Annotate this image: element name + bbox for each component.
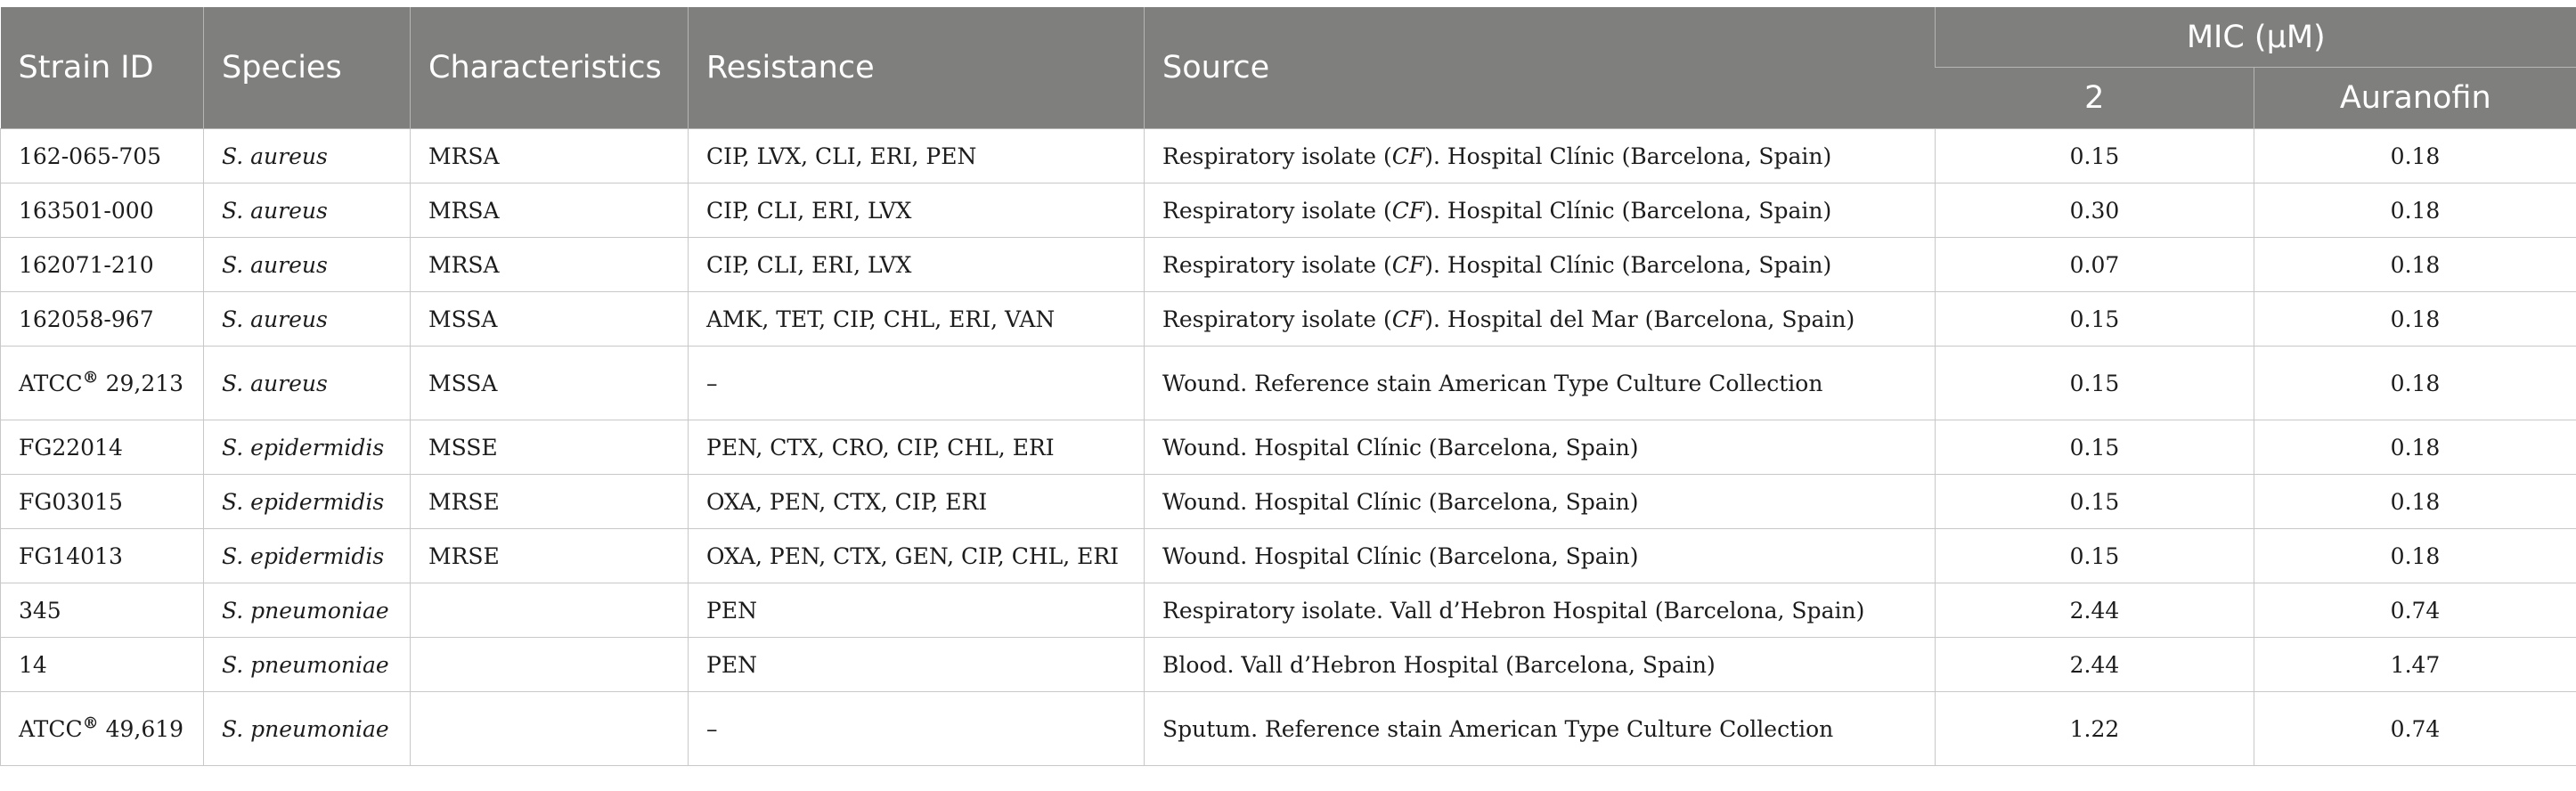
header-species: Species: [204, 7, 411, 129]
strain-id-cell: FG22014: [1, 420, 204, 475]
header-source: Source: [1145, 7, 1936, 129]
table-row: [1, 692, 2576, 766]
strain-id-cell: FG14013: [1, 529, 204, 583]
source-cf-text: CF: [1391, 197, 1425, 224]
strain-atcc-text: ATCC: [19, 715, 83, 742]
mic-auranofin-cell: 0.18: [2254, 347, 2576, 420]
table-row: [1, 129, 2576, 183]
source-cell: [1145, 129, 1936, 183]
characteristics-cell: [411, 638, 689, 692]
mic-2-cell: 0.07: [1936, 238, 2254, 292]
mic-2-cell: 0.15: [1936, 292, 2254, 347]
mic-auranofin-cell: 0.18: [2254, 292, 2576, 347]
species-cell: S. aureus: [204, 292, 411, 347]
strain-id-cell: 163501-000: [1, 183, 204, 238]
species-cell: S. aureus: [204, 238, 411, 292]
species-cell: S. aureus: [204, 347, 411, 420]
species-cell: S. pneumoniae: [204, 583, 411, 638]
table-row: [1, 420, 2576, 475]
source-cell: Respiratory isolate. Vall d’Hebron Hospital (Barcelona, Spain): [1145, 583, 1936, 638]
characteristics-cell: MRSA: [411, 183, 689, 238]
mic-2-cell: 0.15: [1936, 475, 2254, 529]
resistance-cell: CIP, LVX, CLI, ERI, PEN: [689, 129, 1145, 183]
mic-2-cell: 2.44: [1936, 583, 2254, 638]
source-cell: Sputum. Reference stain American Type Culture Collection: [1145, 692, 1936, 766]
resistance-cell: CIP, CLI, ERI, LVX: [689, 238, 1145, 292]
mic-2-cell: 0.15: [1936, 129, 2254, 183]
mic-auranofin-cell: 0.18: [2254, 183, 2576, 238]
source-cf-text: CF: [1391, 251, 1425, 278]
source-text-rest: ). Hospital Clínic (Barcelona, Spain): [1424, 143, 1832, 169]
characteristics-cell: MSSE: [411, 420, 689, 475]
mic-2-cell: 0.15: [1936, 347, 2254, 420]
mic-2-cell: 0.15: [1936, 420, 2254, 475]
source-text-rest: ). Hospital Clínic (Barcelona, Spain): [1424, 251, 1832, 278]
characteristics-cell: MRSE: [411, 475, 689, 529]
resistance-cell: CIP, CLI, ERI, LVX: [689, 183, 1145, 238]
strain-id-cell: [1, 692, 204, 766]
resistance-cell: AMK, TET, CIP, CHL, ERI, VAN: [689, 292, 1145, 347]
species-cell: S. pneumoniae: [204, 692, 411, 766]
resistance-cell: –: [689, 347, 1145, 420]
header-mic-2: 2: [1936, 68, 2254, 129]
species-cell: S. epidermidis: [204, 475, 411, 529]
header-resistance: Resistance: [689, 7, 1145, 129]
source-cell: Blood. Vall d’Hebron Hospital (Barcelona, Spain): [1145, 638, 1936, 692]
strain-number-text: 49,619: [98, 715, 184, 742]
table-row: [1, 529, 2576, 583]
table-row: [1, 238, 2576, 292]
strain-atcc-text: ATCC: [19, 370, 83, 396]
characteristics-cell: [411, 692, 689, 766]
mic-2-cell: 2.44: [1936, 638, 2254, 692]
table-header: [1, 7, 2576, 129]
source-text: Respiratory isolate (: [1162, 197, 1392, 224]
source-text: Respiratory isolate (: [1162, 306, 1392, 332]
mic-auranofin-cell: 1.47: [2254, 638, 2576, 692]
species-cell: S. aureus: [204, 183, 411, 238]
source-cell: [1145, 292, 1936, 347]
strain-number-text: 29,213: [98, 370, 184, 396]
source-cell: Wound. Hospital Clínic (Barcelona, Spain): [1145, 475, 1936, 529]
mic-2-cell: 0.15: [1936, 529, 2254, 583]
source-text: Respiratory isolate (: [1162, 251, 1392, 278]
strain-id-cell: 345: [1, 583, 204, 638]
mic-auranofin-cell: 0.18: [2254, 475, 2576, 529]
characteristics-cell: MRSA: [411, 238, 689, 292]
species-cell: S. epidermidis: [204, 420, 411, 475]
resistance-cell: OXA, PEN, CTX, CIP, ERI: [689, 475, 1145, 529]
resistance-cell: OXA, PEN, CTX, GEN, CIP, CHL, ERI: [689, 529, 1145, 583]
mic-auranofin-cell: 0.18: [2254, 529, 2576, 583]
source-cf-text: CF: [1391, 143, 1425, 169]
source-cf-text: CF: [1391, 306, 1425, 332]
source-cell: [1145, 238, 1936, 292]
source-cell: Wound. Hospital Clínic (Barcelona, Spain): [1145, 420, 1936, 475]
mic-2-cell: 0.30: [1936, 183, 2254, 238]
header-mic-auranofin: Auranofin: [2254, 68, 2576, 129]
source-text: Respiratory isolate (: [1162, 143, 1392, 169]
mic-2-cell: 1.22: [1936, 692, 2254, 766]
species-cell: S. aureus: [204, 129, 411, 183]
characteristics-cell: MRSA: [411, 129, 689, 183]
strain-id-cell: FG03015: [1, 475, 204, 529]
table-row: [1, 347, 2576, 420]
registered-mark: ®: [82, 368, 99, 387]
table-row: [1, 583, 2576, 638]
header-mic-group: MIC (μM): [1936, 7, 2576, 68]
table-row: [1, 475, 2576, 529]
header-characteristics: Characteristics: [411, 7, 689, 129]
characteristics-cell: [411, 583, 689, 638]
strain-id-cell: 162058-967: [1, 292, 204, 347]
strain-id-cell: 162-065-705: [1, 129, 204, 183]
characteristics-cell: MSSA: [411, 347, 689, 420]
strain-id-cell: 162071-210: [1, 238, 204, 292]
characteristics-cell: MSSA: [411, 292, 689, 347]
characteristics-cell: MRSE: [411, 529, 689, 583]
source-cell: [1145, 183, 1936, 238]
mic-auranofin-cell: 0.18: [2254, 420, 2576, 475]
species-cell: S. pneumoniae: [204, 638, 411, 692]
resistance-cell: –: [689, 692, 1145, 766]
mic-auranofin-cell: 0.18: [2254, 129, 2576, 183]
table-row: [1, 638, 2576, 692]
mic-table: [0, 7, 2576, 766]
resistance-cell: PEN: [689, 638, 1145, 692]
table-row: [1, 292, 2576, 347]
mic-auranofin-cell: 0.74: [2254, 692, 2576, 766]
table-row: [1, 183, 2576, 238]
registered-mark: ®: [82, 714, 99, 733]
source-text-rest: ). Hospital del Mar (Barcelona, Spain): [1424, 306, 1855, 332]
source-text-rest: ). Hospital Clínic (Barcelona, Spain): [1424, 197, 1832, 224]
resistance-cell: PEN, CTX, CRO, CIP, CHL, ERI: [689, 420, 1145, 475]
mic-auranofin-cell: 0.18: [2254, 238, 2576, 292]
mic-auranofin-cell: 0.74: [2254, 583, 2576, 638]
species-cell: S. epidermidis: [204, 529, 411, 583]
source-cell: Wound. Reference stain American Type Culture Collection: [1145, 347, 1936, 420]
table-body: [1, 129, 2576, 766]
resistance-cell: PEN: [689, 583, 1145, 638]
strain-id-cell: 14: [1, 638, 204, 692]
header-strain-id: Strain ID: [1, 7, 204, 129]
strain-id-cell: [1, 347, 204, 420]
source-cell: Wound. Hospital Clínic (Barcelona, Spain): [1145, 529, 1936, 583]
